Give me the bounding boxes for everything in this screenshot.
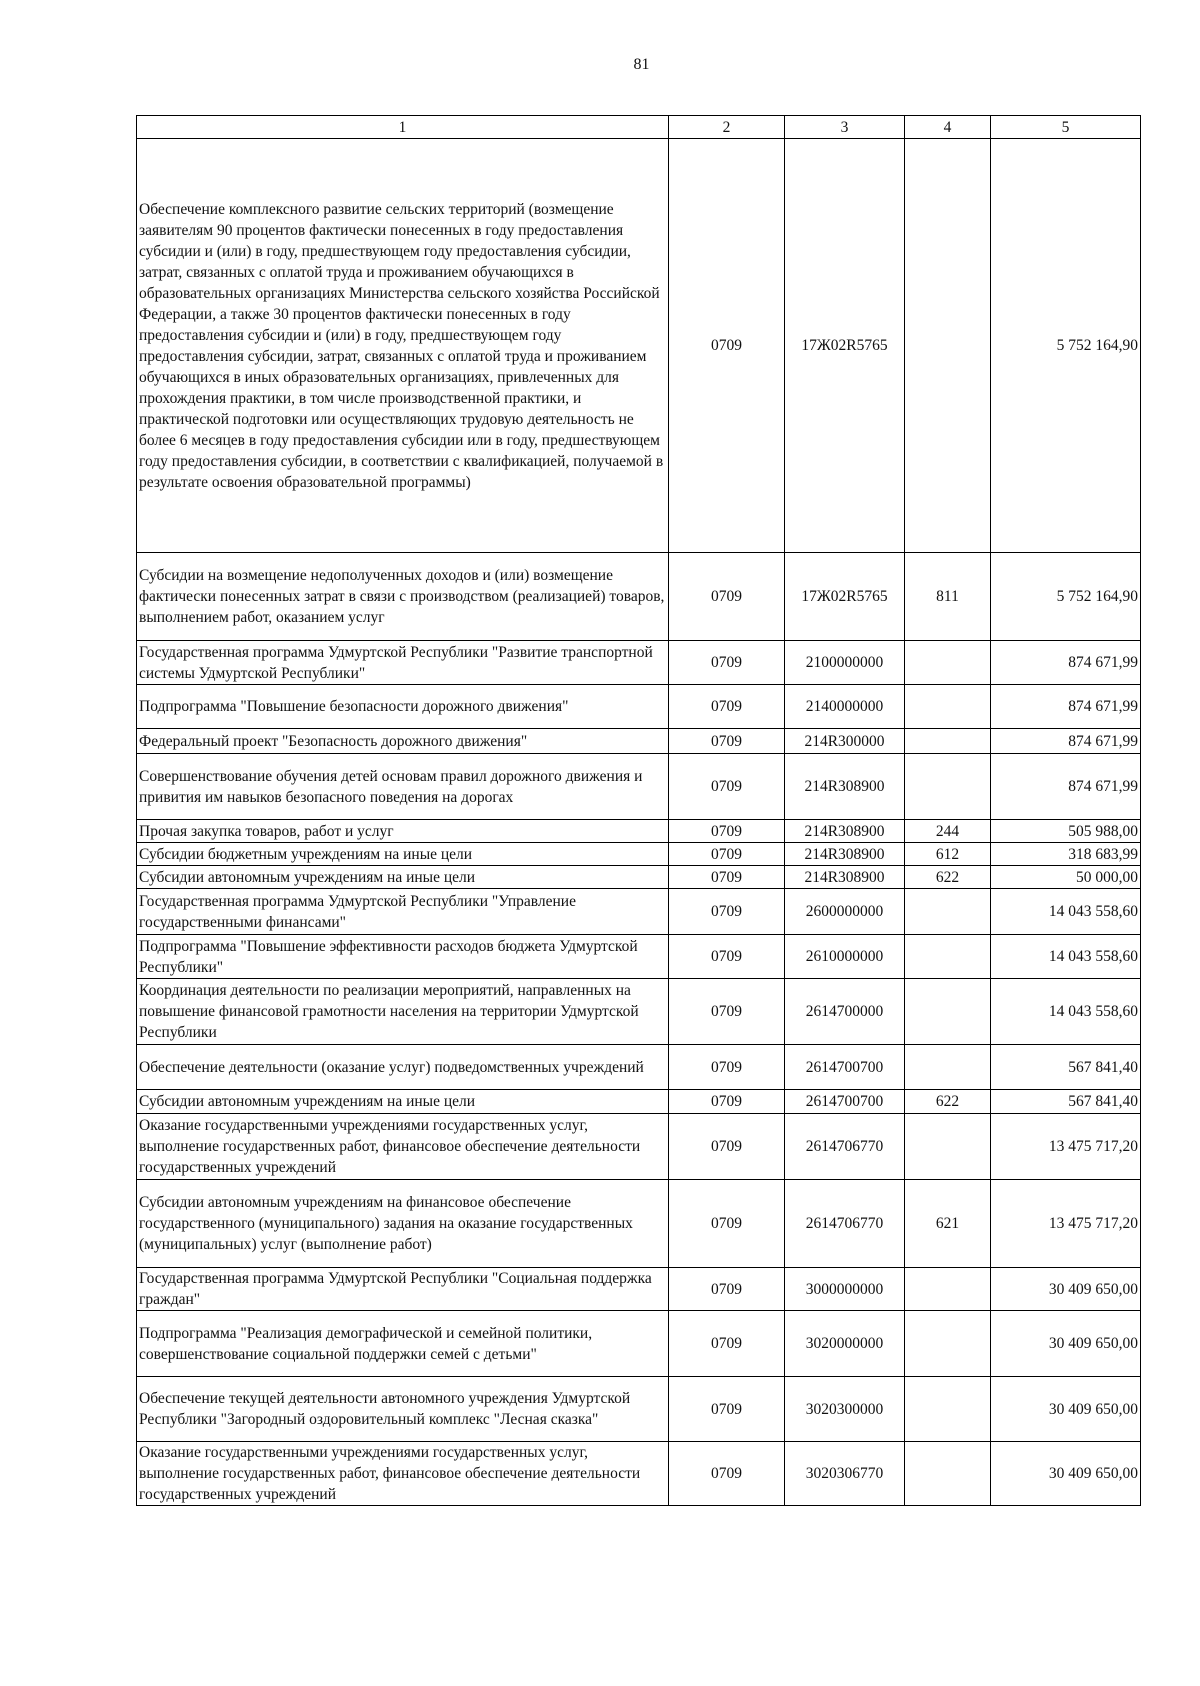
row-target-code: 2610000000 [785, 935, 905, 979]
row-target-code: 3020300000 [785, 1377, 905, 1442]
row-target-code: 3000000000 [785, 1268, 905, 1311]
row-name: Координация деятельности по реализации мероприятий, направленных на повышение финансовой грамотности населения на территории Удмуртской Республики [137, 979, 669, 1045]
row-amount: 874 671,99 [991, 685, 1141, 729]
row-section-code: 0709 [669, 1180, 785, 1268]
row-name: Обеспечение текущей деятельности автономного учреждения Удмуртской Республики "Загородный оздоровительный комплекс "Лесная сказка" [137, 1377, 669, 1442]
row-name: Подпрограмма "Повышение эффективности расходов бюджета Удмуртской Республики" [137, 935, 669, 979]
header-row [137, 116, 1141, 139]
row-expense-type [905, 139, 991, 553]
row-name: Оказание государственными учреждениями государственных услуг, выполнение государственных работ, финансовое обеспечение деятельности государственных учреждений [137, 1442, 669, 1506]
row-amount: 874 671,99 [991, 729, 1141, 754]
row-target-code: 214R308900 [785, 843, 905, 866]
row-amount: 874 671,99 [991, 641, 1141, 685]
row-expense-type: 612 [905, 843, 991, 866]
row-section-code: 0709 [669, 1114, 785, 1180]
row-target-code: 3020000000 [785, 1311, 905, 1377]
row-name: Совершенствование обучения детей основам правил дорожного движения и привития им навыков безопасного поведения на дорогах [137, 754, 669, 820]
table-row [137, 1442, 1141, 1506]
row-target-code: 214R300000 [785, 729, 905, 754]
table-row [137, 935, 1141, 979]
row-expense-type [905, 1045, 991, 1090]
row-expense-type [905, 1377, 991, 1442]
row-name: Субсидии автономным учреждениям на иные цели [137, 866, 669, 889]
row-section-code: 0709 [669, 1442, 785, 1506]
budget-table [136, 115, 1141, 1506]
row-amount: 30 409 650,00 [991, 1311, 1141, 1377]
row-name: Государственная программа Удмуртской Республики "Развитие транспортной системы Удмуртской Республики" [137, 641, 669, 685]
header-col-4: 4 [905, 116, 991, 139]
row-section-code: 0709 [669, 641, 785, 685]
row-amount: 14 043 558,60 [991, 889, 1141, 935]
row-section-code: 0709 [669, 866, 785, 889]
row-name: Субсидии бюджетным учреждениям на иные цели [137, 843, 669, 866]
row-expense-type [905, 685, 991, 729]
row-expense-type [905, 1114, 991, 1180]
row-section-code: 0709 [669, 1311, 785, 1377]
row-amount: 30 409 650,00 [991, 1442, 1141, 1506]
row-section-code: 0709 [669, 139, 785, 553]
row-section-code: 0709 [669, 1377, 785, 1442]
row-expense-type: 621 [905, 1180, 991, 1268]
table-row [137, 889, 1141, 935]
row-section-code: 0709 [669, 820, 785, 843]
row-target-code: 2614700700 [785, 1090, 905, 1114]
table-row [137, 553, 1141, 641]
header-col-3: 3 [785, 116, 905, 139]
table-row [137, 685, 1141, 729]
row-target-code: 214R308900 [785, 866, 905, 889]
row-section-code: 0709 [669, 889, 785, 935]
table-row [137, 866, 1141, 889]
row-amount: 5 752 164,90 [991, 139, 1141, 553]
row-name: Субсидии автономным учреждениям на финансовое обеспечение государственного (муниципального) задания на оказание государственных (муниципальных) услуг (выполнение работ) [137, 1180, 669, 1268]
row-name: Прочая закупка товаров, работ и услуг [137, 820, 669, 843]
row-name: Субсидии автономным учреждениям на иные цели [137, 1090, 669, 1114]
row-target-code: 2614706770 [785, 1180, 905, 1268]
row-target-code: 2614706770 [785, 1114, 905, 1180]
row-amount: 318 683,99 [991, 843, 1141, 866]
row-name: Государственная программа Удмуртской Республики "Социальная поддержка граждан" [137, 1268, 669, 1311]
table-row [137, 1377, 1141, 1442]
row-amount: 567 841,40 [991, 1045, 1141, 1090]
table-row [137, 820, 1141, 843]
row-section-code: 0709 [669, 1268, 785, 1311]
row-section-code: 0709 [669, 979, 785, 1045]
row-target-code: 2614700700 [785, 1045, 905, 1090]
table-row [137, 1180, 1141, 1268]
row-target-code: 214R308900 [785, 820, 905, 843]
row-name: Подпрограмма "Повышение безопасности дорожного движения" [137, 685, 669, 729]
row-expense-type: 622 [905, 1090, 991, 1114]
row-name: Оказание государственными учреждениями государственных услуг, выполнение государственных работ, финансовое обеспечение деятельности государственных учреждений [137, 1114, 669, 1180]
page-number: 81 [633, 56, 650, 73]
table-row [137, 754, 1141, 820]
row-section-code: 0709 [669, 754, 785, 820]
row-section-code: 0709 [669, 1045, 785, 1090]
row-amount: 50 000,00 [991, 866, 1141, 889]
row-target-code: 2100000000 [785, 641, 905, 685]
table-row [137, 641, 1141, 685]
row-target-code: 17Ж02R5765 [785, 553, 905, 641]
row-target-code: 17Ж02R5765 [785, 139, 905, 553]
table-row [137, 139, 1141, 553]
table-row [137, 1268, 1141, 1311]
row-amount: 5 752 164,90 [991, 553, 1141, 641]
row-section-code: 0709 [669, 729, 785, 754]
row-amount: 874 671,99 [991, 754, 1141, 820]
row-target-code: 2600000000 [785, 889, 905, 935]
row-target-code: 2614700000 [785, 979, 905, 1045]
row-expense-type [905, 1268, 991, 1311]
row-expense-type: 244 [905, 820, 991, 843]
header-col-1: 1 [137, 116, 669, 139]
row-amount: 30 409 650,00 [991, 1268, 1141, 1311]
row-name: Обеспечение комплексного развитие сельских территорий (возмещение заявителям 90 процентов фактически понесенных в году предоставления субсидии и (или) в году, предшествующем году предоставления субсидии, затрат, связанных с оплатой труда и проживанием обучающихся в образовательных организациях Министерства сельского хозяйства Российской Федерации, а также 30 процентов фактически понесенных в году предоставления субсидии и (или) в году, предшествующем году предоставления субсидии, затрат, связанных с оплатой труда и проживанием обучающихся в иных образовательных организациях, привлеченных для прохождения практики, в том числе производственной практики, и практической подготовки или осуществляющих трудовую деятельность не более 6 месяцев в году предоставления субсидии или в году, предшествующем году предоставления субсидии, в соответствии с квалификацией, получаемой в результате освоения образовательной программы) [137, 139, 669, 553]
row-amount: 14 043 558,60 [991, 979, 1141, 1045]
row-amount: 14 043 558,60 [991, 935, 1141, 979]
row-name: Обеспечение деятельности (оказание услуг) подведомственных учреждений [137, 1045, 669, 1090]
row-name: Субсидии на возмещение недополученных доходов и (или) возмещение фактически понесенных затрат в связи с производством (реализацией) товаров, выполнением работ, оказанием услуг [137, 553, 669, 641]
row-expense-type [905, 935, 991, 979]
row-section-code: 0709 [669, 553, 785, 641]
row-section-code: 0709 [669, 1090, 785, 1114]
header-col-2: 2 [669, 116, 785, 139]
row-expense-type [905, 729, 991, 754]
row-expense-type [905, 889, 991, 935]
row-amount: 13 475 717,20 [991, 1114, 1141, 1180]
table-row [137, 1311, 1141, 1377]
header-col-5: 5 [991, 116, 1141, 139]
row-section-code: 0709 [669, 843, 785, 866]
row-expense-type [905, 1442, 991, 1506]
row-expense-type: 622 [905, 866, 991, 889]
table-row [137, 1090, 1141, 1114]
table-row [137, 1045, 1141, 1090]
row-name: Государственная программа Удмуртской Республики "Управление государственными финансами" [137, 889, 669, 935]
row-expense-type [905, 979, 991, 1045]
row-amount: 505 988,00 [991, 820, 1141, 843]
row-expense-type [905, 641, 991, 685]
row-expense-type: 811 [905, 553, 991, 641]
row-target-code: 214R308900 [785, 754, 905, 820]
table-row [137, 843, 1141, 866]
row-section-code: 0709 [669, 685, 785, 729]
row-expense-type [905, 1311, 991, 1377]
row-expense-type [905, 754, 991, 820]
table-row [137, 1114, 1141, 1180]
table-row [137, 979, 1141, 1045]
row-name: Федеральный проект "Безопасность дорожного движения" [137, 729, 669, 754]
row-amount: 30 409 650,00 [991, 1377, 1141, 1442]
table-row [137, 729, 1141, 754]
row-amount: 567 841,40 [991, 1090, 1141, 1114]
row-amount: 13 475 717,20 [991, 1180, 1141, 1268]
row-target-code: 3020306770 [785, 1442, 905, 1506]
row-target-code: 2140000000 [785, 685, 905, 729]
row-section-code: 0709 [669, 935, 785, 979]
row-name: Подпрограмма "Реализация демографической и семейной политики, совершенствование социальной поддержки семей с детьми" [137, 1311, 669, 1377]
